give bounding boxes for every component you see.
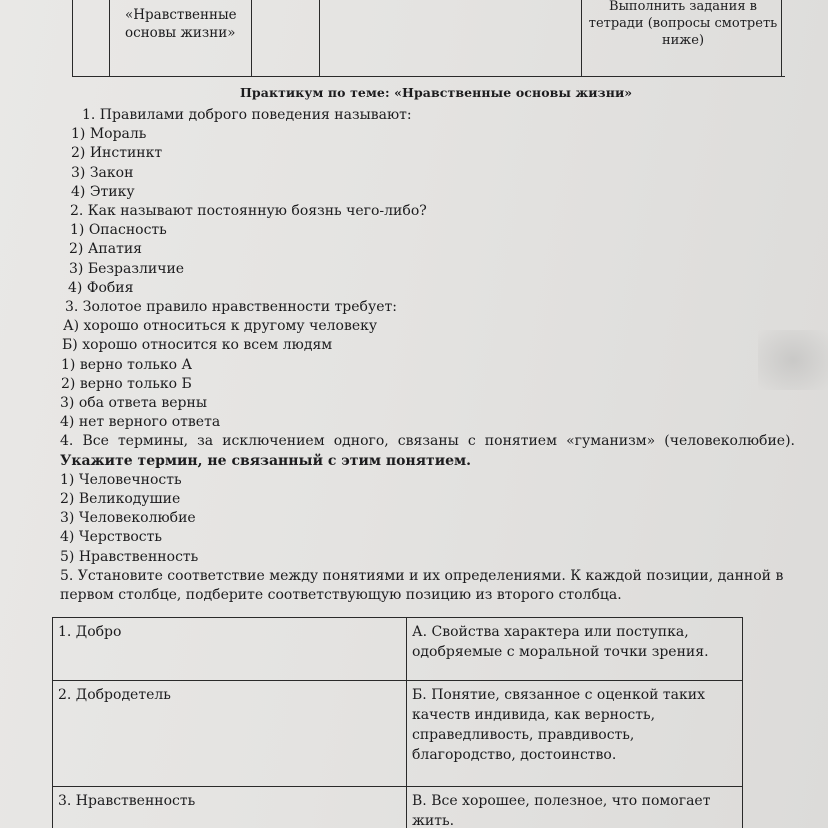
header-subject-line: «Нравственные	[125, 7, 237, 23]
question-text: 4. Все термины, за исключением одного, связаны с понятием «гуманизм» (человеколюбие).	[60, 433, 795, 450]
definition-cell: Б. Понятие, связанное с оценкой таких качеств индивида, как верность, справедливость, правдивость, благородство, достоинство.	[407, 681, 743, 787]
header-table	[72, 0, 785, 77]
table-row	[53, 787, 743, 828]
answer-option: 2) верно только Б	[61, 375, 192, 392]
answer-option: 4) Фобия	[68, 279, 134, 296]
answer-option: 1) Опасность	[70, 222, 167, 239]
header-task-cell	[588, 0, 778, 49]
answer-option: 4) Этику	[71, 183, 135, 200]
statement-text: Б) хорошо относится ко всем людям	[62, 337, 333, 354]
header-table-divider	[109, 0, 110, 76]
answer-option: 3) Безразличие	[69, 260, 185, 277]
header-task-line: тетради (вопросы смотреть	[588, 16, 778, 31]
question-text: 2. Как называют постоянную боязнь чего-либо?	[70, 203, 427, 220]
header-table-divider	[251, 0, 252, 76]
header-subject-line: основы жизни»	[125, 25, 236, 41]
answer-option: 2) Инстинкт	[71, 145, 163, 162]
table-row	[53, 618, 743, 681]
answer-option: 1) Мораль	[71, 126, 147, 143]
answer-option: 3) Человеколюбие	[60, 510, 196, 527]
header-table-divider	[781, 0, 782, 76]
header-table-divider	[581, 0, 582, 76]
answer-option: 1) верно только А	[61, 356, 193, 373]
header-task-line: ниже)	[661, 33, 705, 48]
answer-option: 1) Человечность	[60, 471, 182, 488]
paper-shadow	[758, 330, 828, 390]
answer-option: 4) нет верного ответа	[60, 414, 221, 431]
table-row	[53, 681, 743, 787]
answer-option: 2) Великодушие	[60, 491, 181, 508]
header-task-line: Выполнить задания в	[609, 0, 757, 14]
question-text: первом столбце, подберите соответствующую позицию из второго столбца.	[60, 587, 622, 604]
concept-cell: 1. Добро	[53, 618, 407, 681]
question-text: Укажите термин, не связанный с этим понятием.	[60, 452, 472, 469]
answer-option: 2) Апатия	[69, 241, 143, 258]
definition-cell: В. Все хорошее, полезное, что помогает жить.	[407, 787, 743, 828]
answer-option: 5) Нравственность	[60, 548, 199, 565]
header-table-divider	[319, 0, 320, 76]
answer-option: 3) Закон	[71, 164, 134, 181]
statement-text: А) хорошо относиться к другому человеку	[63, 318, 378, 335]
questions-block	[60, 106, 820, 605]
answer-option: 4) Черствость	[60, 529, 162, 546]
concept-cell: 2. Добродетель	[53, 681, 407, 787]
question-text: 1. Правилами доброго поведения называют:	[82, 107, 412, 123]
answer-option: 3) оба ответа верны	[60, 395, 207, 412]
header-subject-cell	[125, 6, 237, 42]
concept-cell: 3. Нравственность	[53, 787, 407, 828]
page-title: Практикум по теме: «Нравственные основы жизни»	[240, 85, 633, 100]
matching-table	[52, 617, 743, 828]
definition-cell: А. Свойства характера или поступка, одобряемые с моральной точки зрения.	[407, 618, 743, 681]
question-text: 5. Установите соответствие между понятиями и их определениями. К каждой позиции, данной в	[60, 567, 784, 584]
question-text: 3. Золотое правило нравственности требует:	[65, 299, 397, 316]
